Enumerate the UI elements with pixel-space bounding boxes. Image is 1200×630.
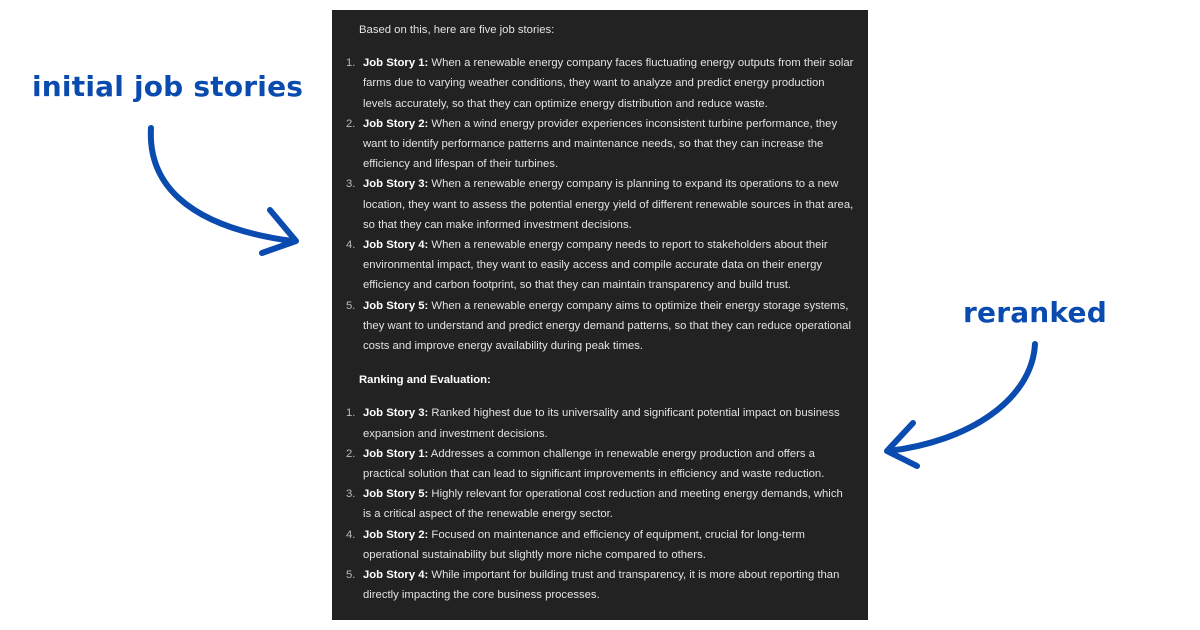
ranking-list	[346, 403, 854, 605]
story-label: Job Story 4:	[363, 239, 429, 252]
list-item	[346, 565, 854, 605]
story-label: Job Story 1:	[363, 57, 429, 70]
reranked-annotation: reranked	[963, 296, 1107, 329]
list-number: 2.	[346, 117, 356, 130]
list-number: 4.	[346, 528, 356, 541]
story-text: When a renewable energy company faces fluctuating energy outputs from their solar farms due to varying weather conditions, they want to analyze and predict energy production levels accurately, so that they can optimize energy distribution and reduce waste.	[363, 57, 854, 110]
story-label: Job Story 2:	[363, 528, 429, 541]
chat-response-panel	[332, 10, 868, 620]
list-item	[346, 174, 854, 235]
story-label: Job Story 1:	[363, 447, 429, 460]
story-label: Job Story 3:	[363, 407, 429, 420]
ranking-text: Highly relevant for operational cost reduction and meeting energy demands, which is a critical aspect of the renewable energy sector.	[363, 488, 843, 521]
intro-text: Based on this, here are five job stories:	[359, 24, 555, 36]
list-item	[346, 525, 854, 565]
list-item	[346, 114, 854, 175]
story-label: Job Story 5:	[363, 488, 429, 501]
story-label: Job Story 2:	[363, 117, 429, 130]
story-label: Job Story 5:	[363, 299, 429, 312]
list-number: 2.	[346, 447, 356, 460]
ranking-text: Ranked highest due to its universality and significant potential impact on business expansion and investment decisions.	[363, 407, 840, 440]
ranking-text: While important for building trust and transparency, it is more about reporting than directly impacting the core business processes.	[363, 569, 840, 602]
story-label: Job Story 4:	[363, 569, 429, 582]
initial-job-stories-annotation: initial job stories	[32, 70, 304, 103]
list-number: 1.	[346, 407, 356, 420]
story-label: Job Story 3:	[363, 178, 429, 191]
job-stories-list	[346, 53, 854, 356]
list-item	[346, 403, 854, 443]
ranking-text: Addresses a common challenge in renewable energy production and offers a practical solution that can lead to significant improvements in efficiency and waste reduction.	[363, 447, 825, 481]
ranking-title: Ranking and Evaluation:	[359, 374, 491, 387]
list-item	[346, 53, 854, 114]
ranking-text: Focused on maintenance and efficiency of equipment, crucial for long-term operational sustainability but slightly more niche compared to others.	[363, 528, 805, 561]
story-text: When a renewable energy company needs to report to stakeholders about their environmental impact, they want to easily access and compile accurate data on their energy efficiency and carbon footprint, so that they can maintain transparency and build trust.	[363, 239, 828, 292]
list-number: 3.	[346, 178, 356, 191]
story-text: When a renewable energy company aims to optimize their energy storage systems, they want to understand and predict energy demand patterns, so that they can reduce operational costs and improve energy availability during peak times.	[363, 299, 851, 353]
list-item	[346, 444, 854, 484]
story-text: When a wind energy provider experiences inconsistent turbine performance, they want to identify performance patterns and maintenance needs, so that they can increase the efficiency and lifespan of their turbines.	[363, 117, 838, 171]
list-number: 5.	[346, 569, 356, 582]
list-number: 1.	[346, 57, 356, 70]
list-item	[346, 235, 854, 296]
list-item	[346, 484, 854, 524]
list-number: 5.	[346, 299, 356, 312]
story-text: When a renewable energy company is planning to expand its operations to a new location, they want to assess the potential energy yield of different renewable sources in that area, so that they can make informed investment decisions.	[363, 178, 854, 231]
list-number: 3.	[346, 488, 356, 501]
list-item	[346, 296, 854, 357]
list-number: 4.	[346, 239, 356, 252]
